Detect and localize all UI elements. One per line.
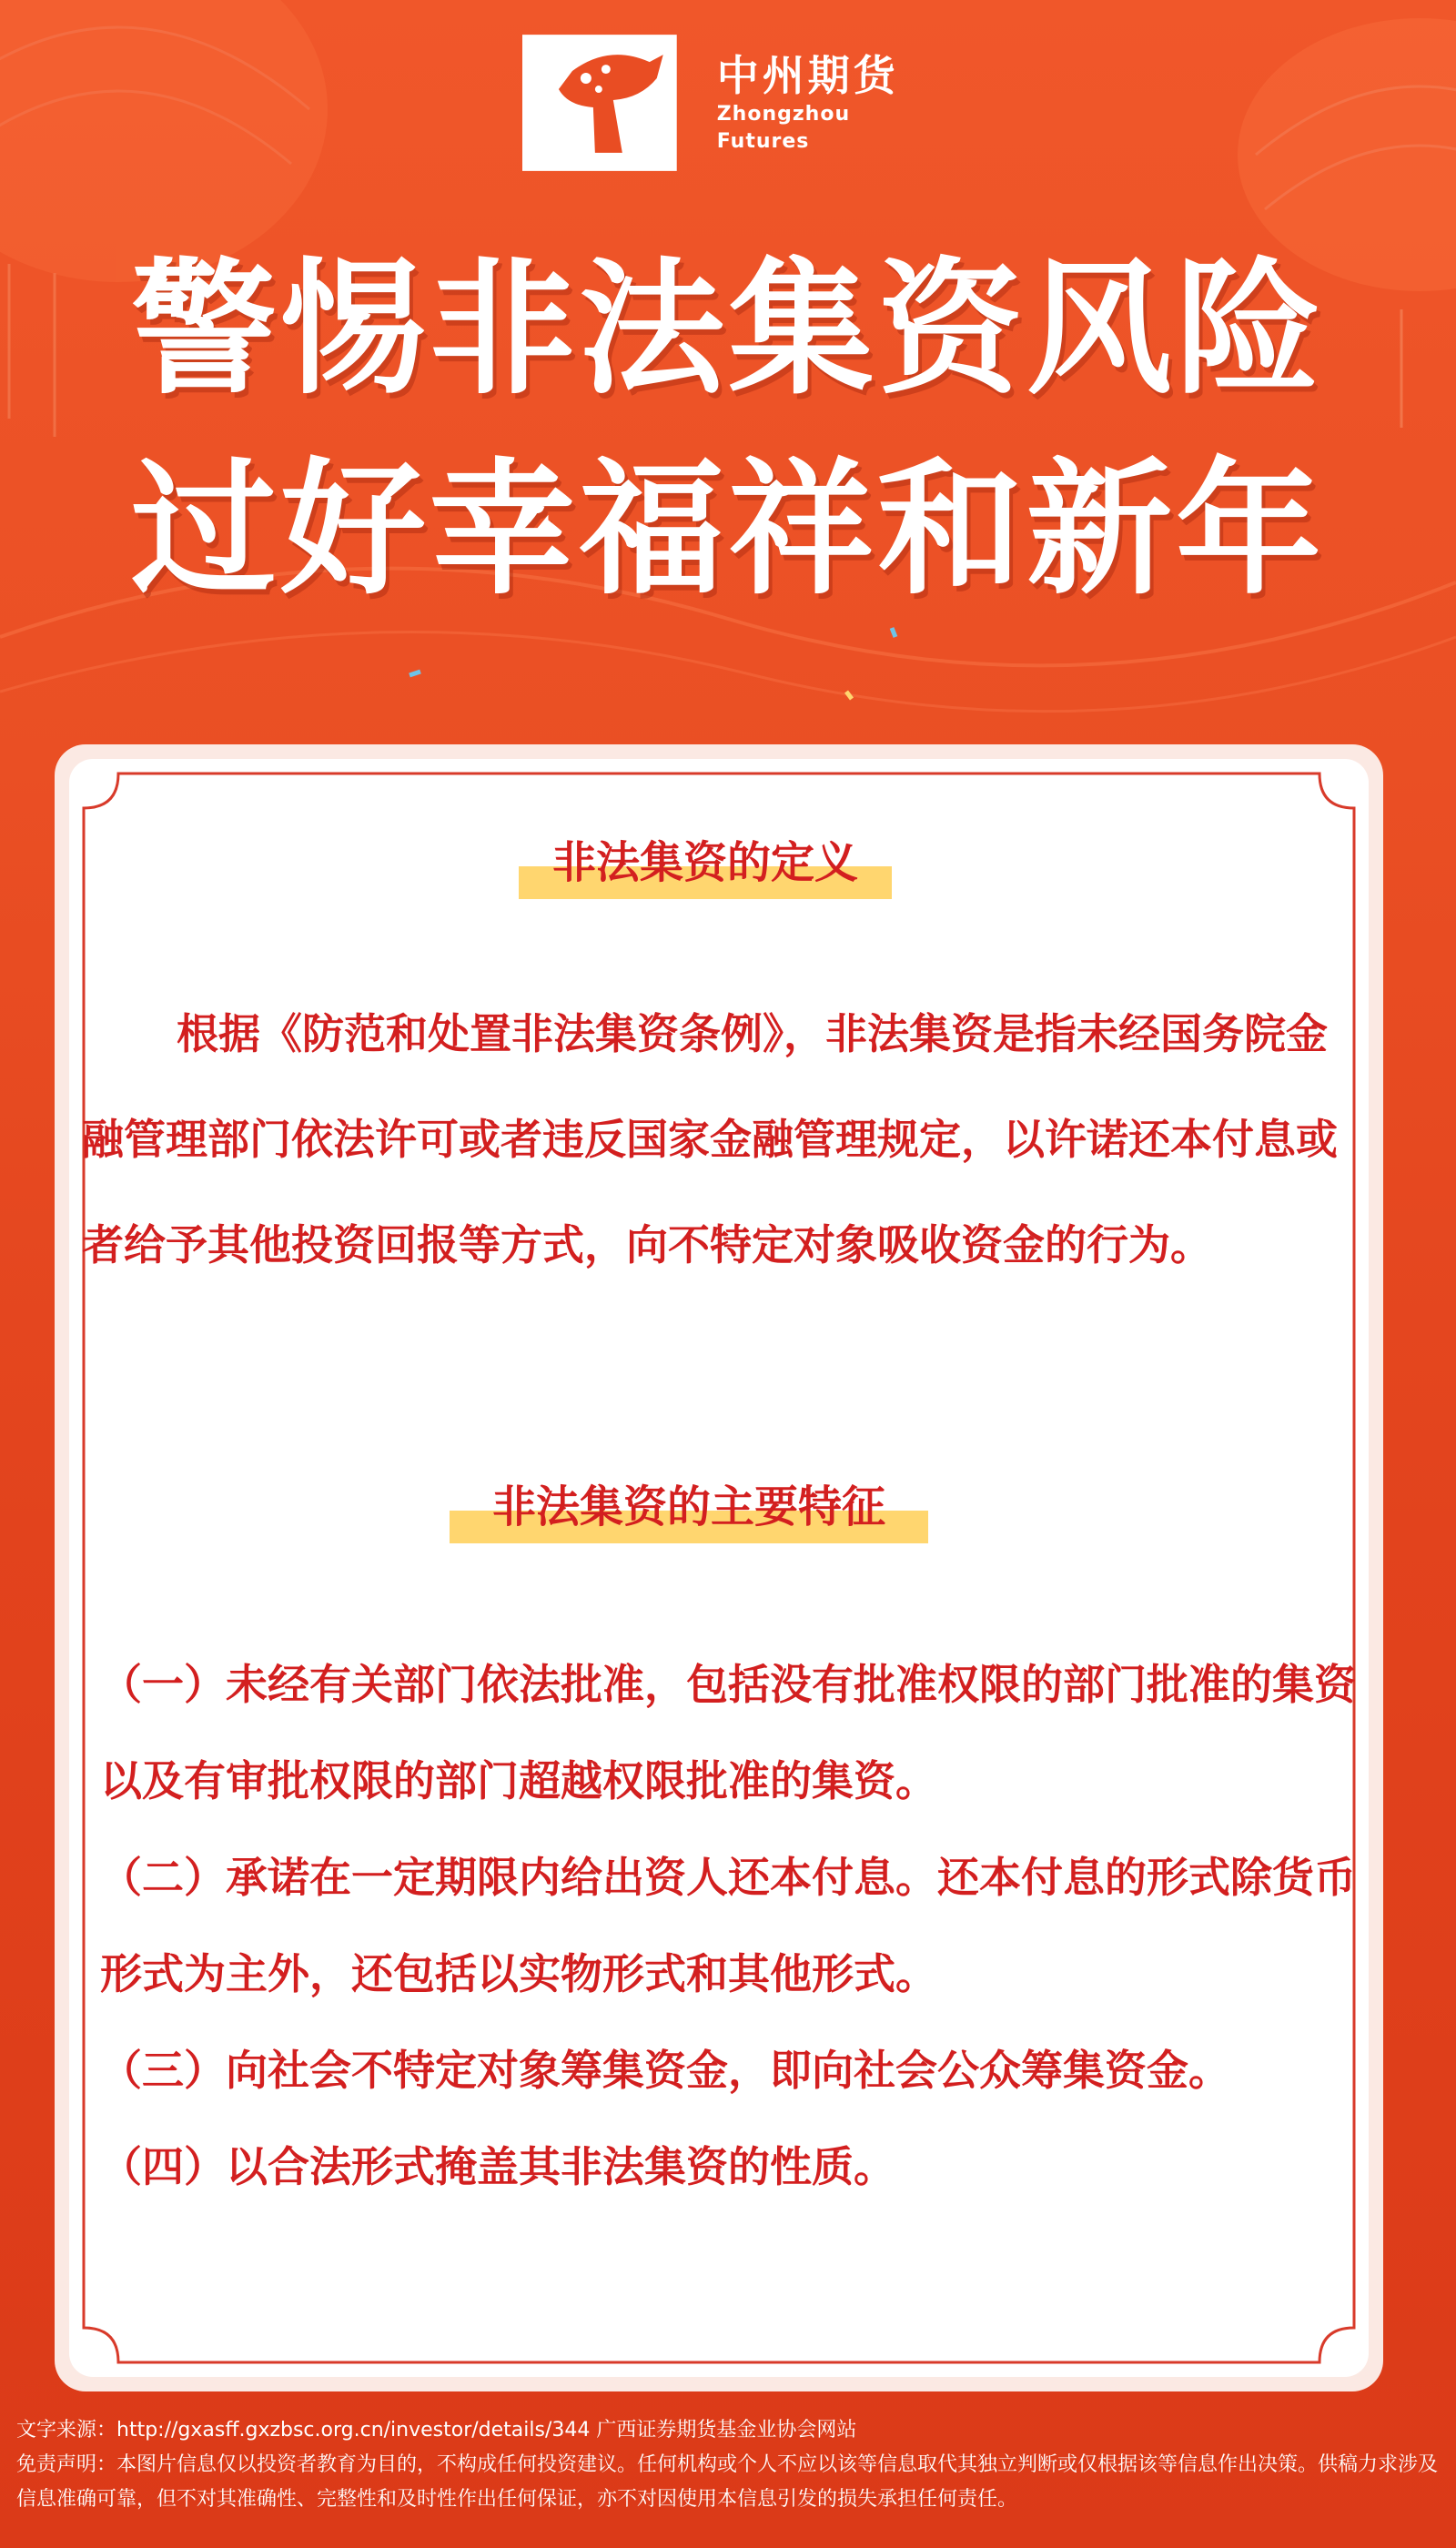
disclaimer-text: 免责声明：本图片信息仅以投资者教育为目的，不构成任何投资建议。任何机构或个人不应以该等信息取代其独立判断或仅根据该等信息作出决策。供稿力求涉及信息准确可靠，但不对其准确性、完整性和及时性作出任何保证，亦不对因使用本信息引发的损失承担任何责任。 <box>16 2453 1439 2511</box>
headline-line-1: 警惕非法集资风险 <box>130 244 1325 414</box>
wave-decoration <box>0 632 1456 712</box>
definition-paragraph <box>82 981 1356 1298</box>
footer <box>16 2413 1445 2517</box>
definition-title <box>519 835 892 890</box>
confetti-decoration <box>410 672 420 675</box>
source-text: 文字来源：http://gxasff.gxzbsc.org.cn/investor/details/344 广西证券期货基金业协会网站 <box>16 2419 857 2442</box>
feature-item: （四）以合法形式掩盖其非法集资的性质。 <box>100 2142 895 2191</box>
feature-item: （一）未经有关部门依法批准，包括没有批准权限的部门批准的集资以及有审批权限的部门超越权限批准的集资。 <box>100 1660 1356 1805</box>
brand-name-cn: 中州期货 <box>716 51 899 100</box>
definition-text: 根据《防范和处置非法集资条例》，非法集资是指未经国务院金融管理部门依法许可或者违反国家金融管理规定，以许诺还本付息或者给予其他投资回报等方式，向不特定对象吸收资金的行为。 <box>82 1009 1338 1269</box>
features-title <box>450 1480 928 1534</box>
feature-item: （三）向社会不特定对象筹集资金，即向社会公众筹集资金。 <box>100 2046 1230 2095</box>
brand-name-en: Zhongzhou Futures <box>716 103 851 153</box>
brand-logo <box>522 35 950 171</box>
headline-line-2: 过好幸福祥和新年 <box>130 444 1325 614</box>
confetti-decoration <box>892 628 895 637</box>
features-list <box>100 1636 1356 2215</box>
leopard-logo-icon <box>522 35 677 171</box>
confetti-decoration <box>846 692 852 699</box>
definition-title-text: 非法集资的定义 <box>551 837 858 888</box>
feature-item: （二）承诺在一定期限内给出资人还本付息。还本付息的形式除货币形式为主外，还包括以实物形式和其他形式。 <box>100 1853 1356 1998</box>
features-title-text: 非法集资的主要特征 <box>491 1481 885 1532</box>
